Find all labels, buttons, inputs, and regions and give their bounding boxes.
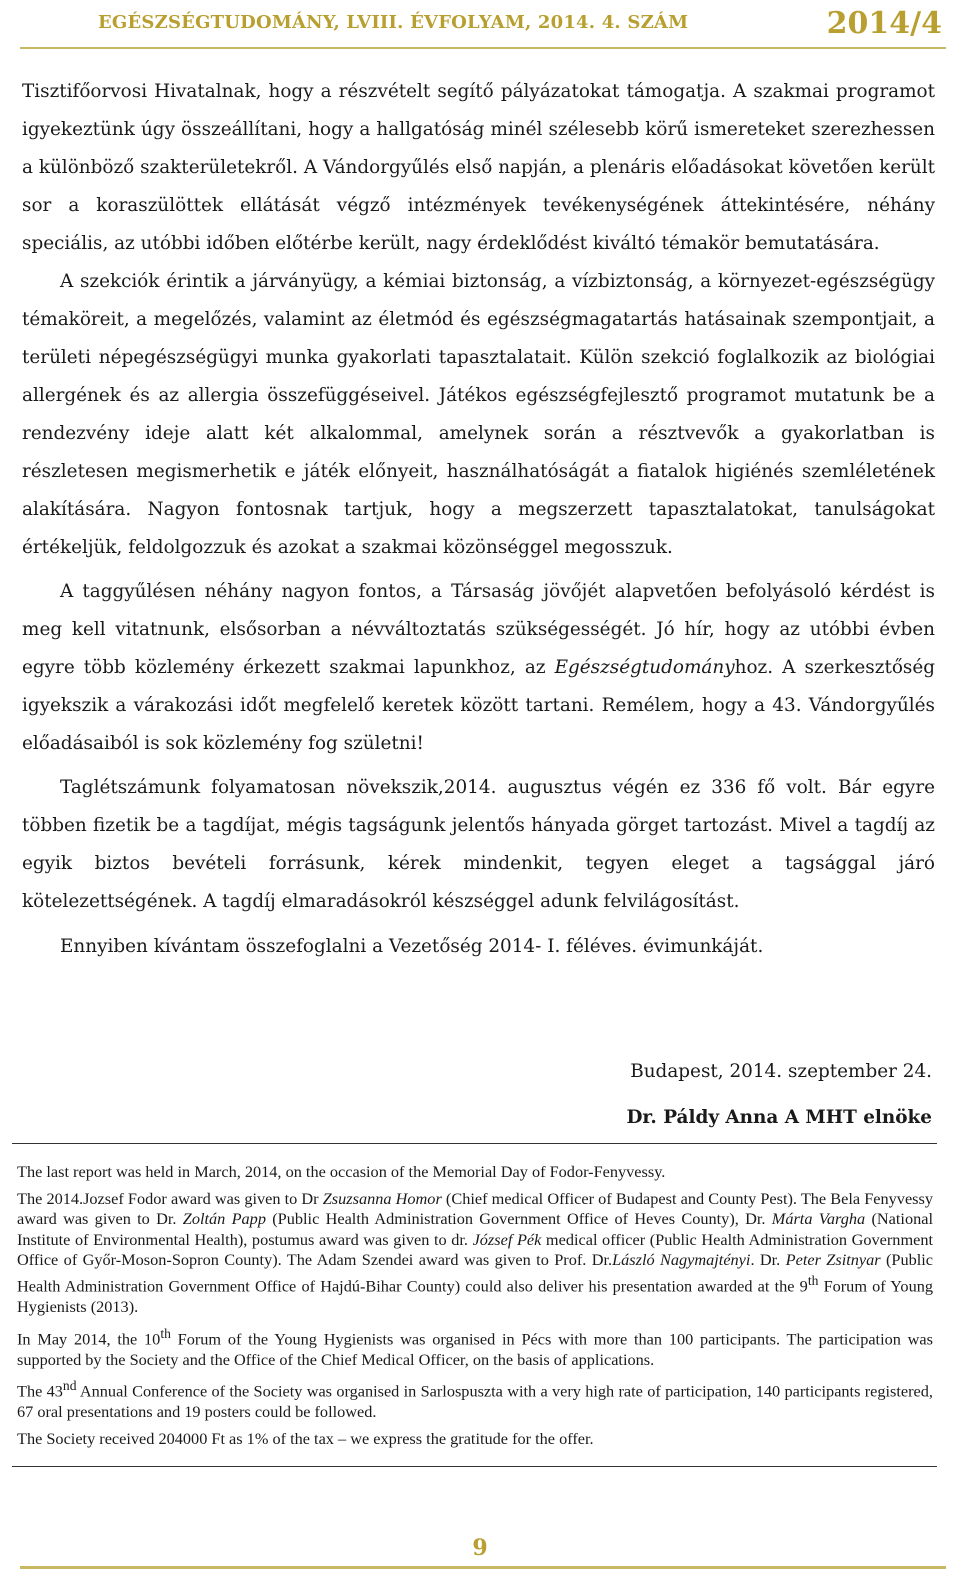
summary-text: (Public Health Administration Government Office of Hajdú-Bihar County) could also deliver his presentation awarded at the 9 xyxy=(17,1250,934,1296)
paragraph-3-text-a: A taggyűlésen néhány nagyon fontos, a Társaság jövőjét alapvetően befolyásoló kérdést is meg kell vitatnunk, elsősorban a névváltoztatás szükségességét. Jó hír, hogy az utóbbi évben egyre több közlemény érkezett szakmai lapunkhoz, az xyxy=(22,581,935,678)
article-body xyxy=(22,73,935,966)
footer-rule xyxy=(20,1566,946,1569)
dateline: Budapest, 2014. szeptember 24. xyxy=(630,1061,932,1082)
ordinal-suffix: th xyxy=(807,1272,819,1288)
issue-number: 2014/4 xyxy=(826,6,942,41)
person-name: Peter Zsitnyar xyxy=(785,1250,881,1270)
person-name: Zoltán Papp xyxy=(182,1209,266,1229)
page-number: 9 xyxy=(472,1535,488,1561)
summary-text: . Dr. xyxy=(750,1250,786,1270)
summary-paragraph-4 xyxy=(17,1376,933,1423)
page-header xyxy=(0,0,960,50)
person-name: Márta Vargha xyxy=(771,1209,866,1229)
summary-paragraph-1: The last report was held in March, 2014, on the occasion of the Memorial Day of Fodor-Fenyvessy. xyxy=(17,1162,666,1181)
summary-paragraph-3 xyxy=(17,1324,933,1371)
summary-text: In May 2014, the 10 xyxy=(17,1329,161,1348)
header-rule xyxy=(20,47,946,49)
paragraph-3-text-b: hoz. A szerkesztőség igyekszik a várakozási időt megfelelő keretek között tartani. Remélem, hogy a 43. Vándorgyűlés előadásaiból is sok közlemény fog születni! xyxy=(22,657,935,754)
ordinal-suffix: th xyxy=(160,1325,171,1341)
paragraph-5: Ennyiben kívántam összefoglalni a Vezetőség 2014- I. féléves. évimunkáját. xyxy=(60,936,764,957)
person-name: Zsuzsanna Homor xyxy=(322,1188,442,1208)
summary-paragraph-5: The Society received 204000 Ft as 1% of the tax – we express the gratitude for the offer. xyxy=(17,1428,594,1448)
signature: Dr. Páldy Anna A MHT elnöke xyxy=(626,1107,932,1128)
ordinal-suffix: nd xyxy=(62,1378,77,1394)
journal-running-title: EGÉSZSÉGTUDOMÁNY, LVIII. ÉVFOLYAM, 2014. 4. SZÁM xyxy=(98,12,689,33)
english-summary-box xyxy=(12,1143,937,1467)
summary-text: The 43 xyxy=(17,1381,63,1401)
summary-text: (Chief medical Officer of Budapest and County Pest). The Bela Fenyvessy award was given to Dr. xyxy=(17,1188,933,1229)
summary-text: Forum of the Young Hygienists was organised in Pécs with more than 100 participants. The participation was supported by the Society and the Office of the Chief Medical Officer, on the basis of applications. xyxy=(17,1329,933,1369)
person-name: József Pék xyxy=(472,1229,542,1249)
summary-text: Forum of Young Hygienists (2013). xyxy=(17,1276,933,1316)
summary-text: medical officer (Public Health Administration Government Office of Győr-Moson-Sopron County). The Adam Szendei award was given to Prof. Dr. xyxy=(17,1229,933,1270)
summary-text: The 2014.Jozsef Fodor award was given to Dr xyxy=(17,1188,323,1208)
journal-name: Egészségtudomány xyxy=(554,657,735,678)
paragraph-4: Taglétszámunk folyamatosan növekszik,2014. augusztus végén ez 336 fő volt. Bár egyre többen fizetik be a tagdíjat, mégis tagságunk jelentős hányada görget tartozást. Mivel a tagdíj az egyik biztos bevételi forrásunk, kérek mindenkit, tegyen eleget a tagsággal járó kötelezettségének. A tagdíj elmaradásokról készséggel adunk felvilágosítást. xyxy=(22,777,935,912)
summary-text: (National Institute of Environmental Health), postumus award was given to dr. xyxy=(17,1209,933,1249)
summary-text: (Public Health Administration Government Office of Heves County), Dr. xyxy=(265,1209,772,1229)
person-name: László Nagymajtényi xyxy=(612,1250,751,1270)
paragraph-1: Tisztifőorvosi Hivatalnak, hogy a részvételt segítő pályázatokat támogatja. A szakmai programot igyekeztünk úgy összeállítani, hogy a hallgatóság minél szélesebb körű ismereteket szerezhessen a különböző szakterületekről. A Vándorgyűlés első napján, a plenáris előadásokat követően került sor a koraszülöttek ellátását végző intézmények tevékenységének áttekintésére, néhány speciális, az utóbbi időben előtérbe került, nagy érdeklődést kiváltó témakör bemutatására. xyxy=(22,81,935,254)
paragraph-2: A szekciók érintik a járványügy, a kémiai biztonság, a vízbiztonság, a környezet-egészségügy témaköreit, a megelőzés, valamint az életmód és egészségmagatartás hatásainak szempontjait, a területi népegészségügyi munka gyakorlati tapasztalatait. Külön szekció foglalkozik az biológiai allergének és az allergia összefüggéseivel. Játékos egészségfejlesztő programot mutatunk be a rendezvény ideje alatt két alkalommal, amelynek során a résztvevők a gyakorlatban is részletesen megismerhetik e játék előnyeit, használhatóságát a fiatalok higiénés szemléletének alakítására. Nagyon fontosnak tartjuk, hogy a megszerzett tapasztalatokat, tanulságokat értékeljük, feldolgozzuk és azokat a szakmai közönséggel megosszuk. xyxy=(22,271,935,558)
summary-text: Annual Conference of the Society was organised in Sarlospuszta with a very high rate of participation, 140 participants registered, 67 oral presentations and 19 posters could be followed. xyxy=(17,1381,933,1422)
paragraph-3 xyxy=(22,573,935,763)
summary-paragraph-2 xyxy=(17,1189,933,1318)
